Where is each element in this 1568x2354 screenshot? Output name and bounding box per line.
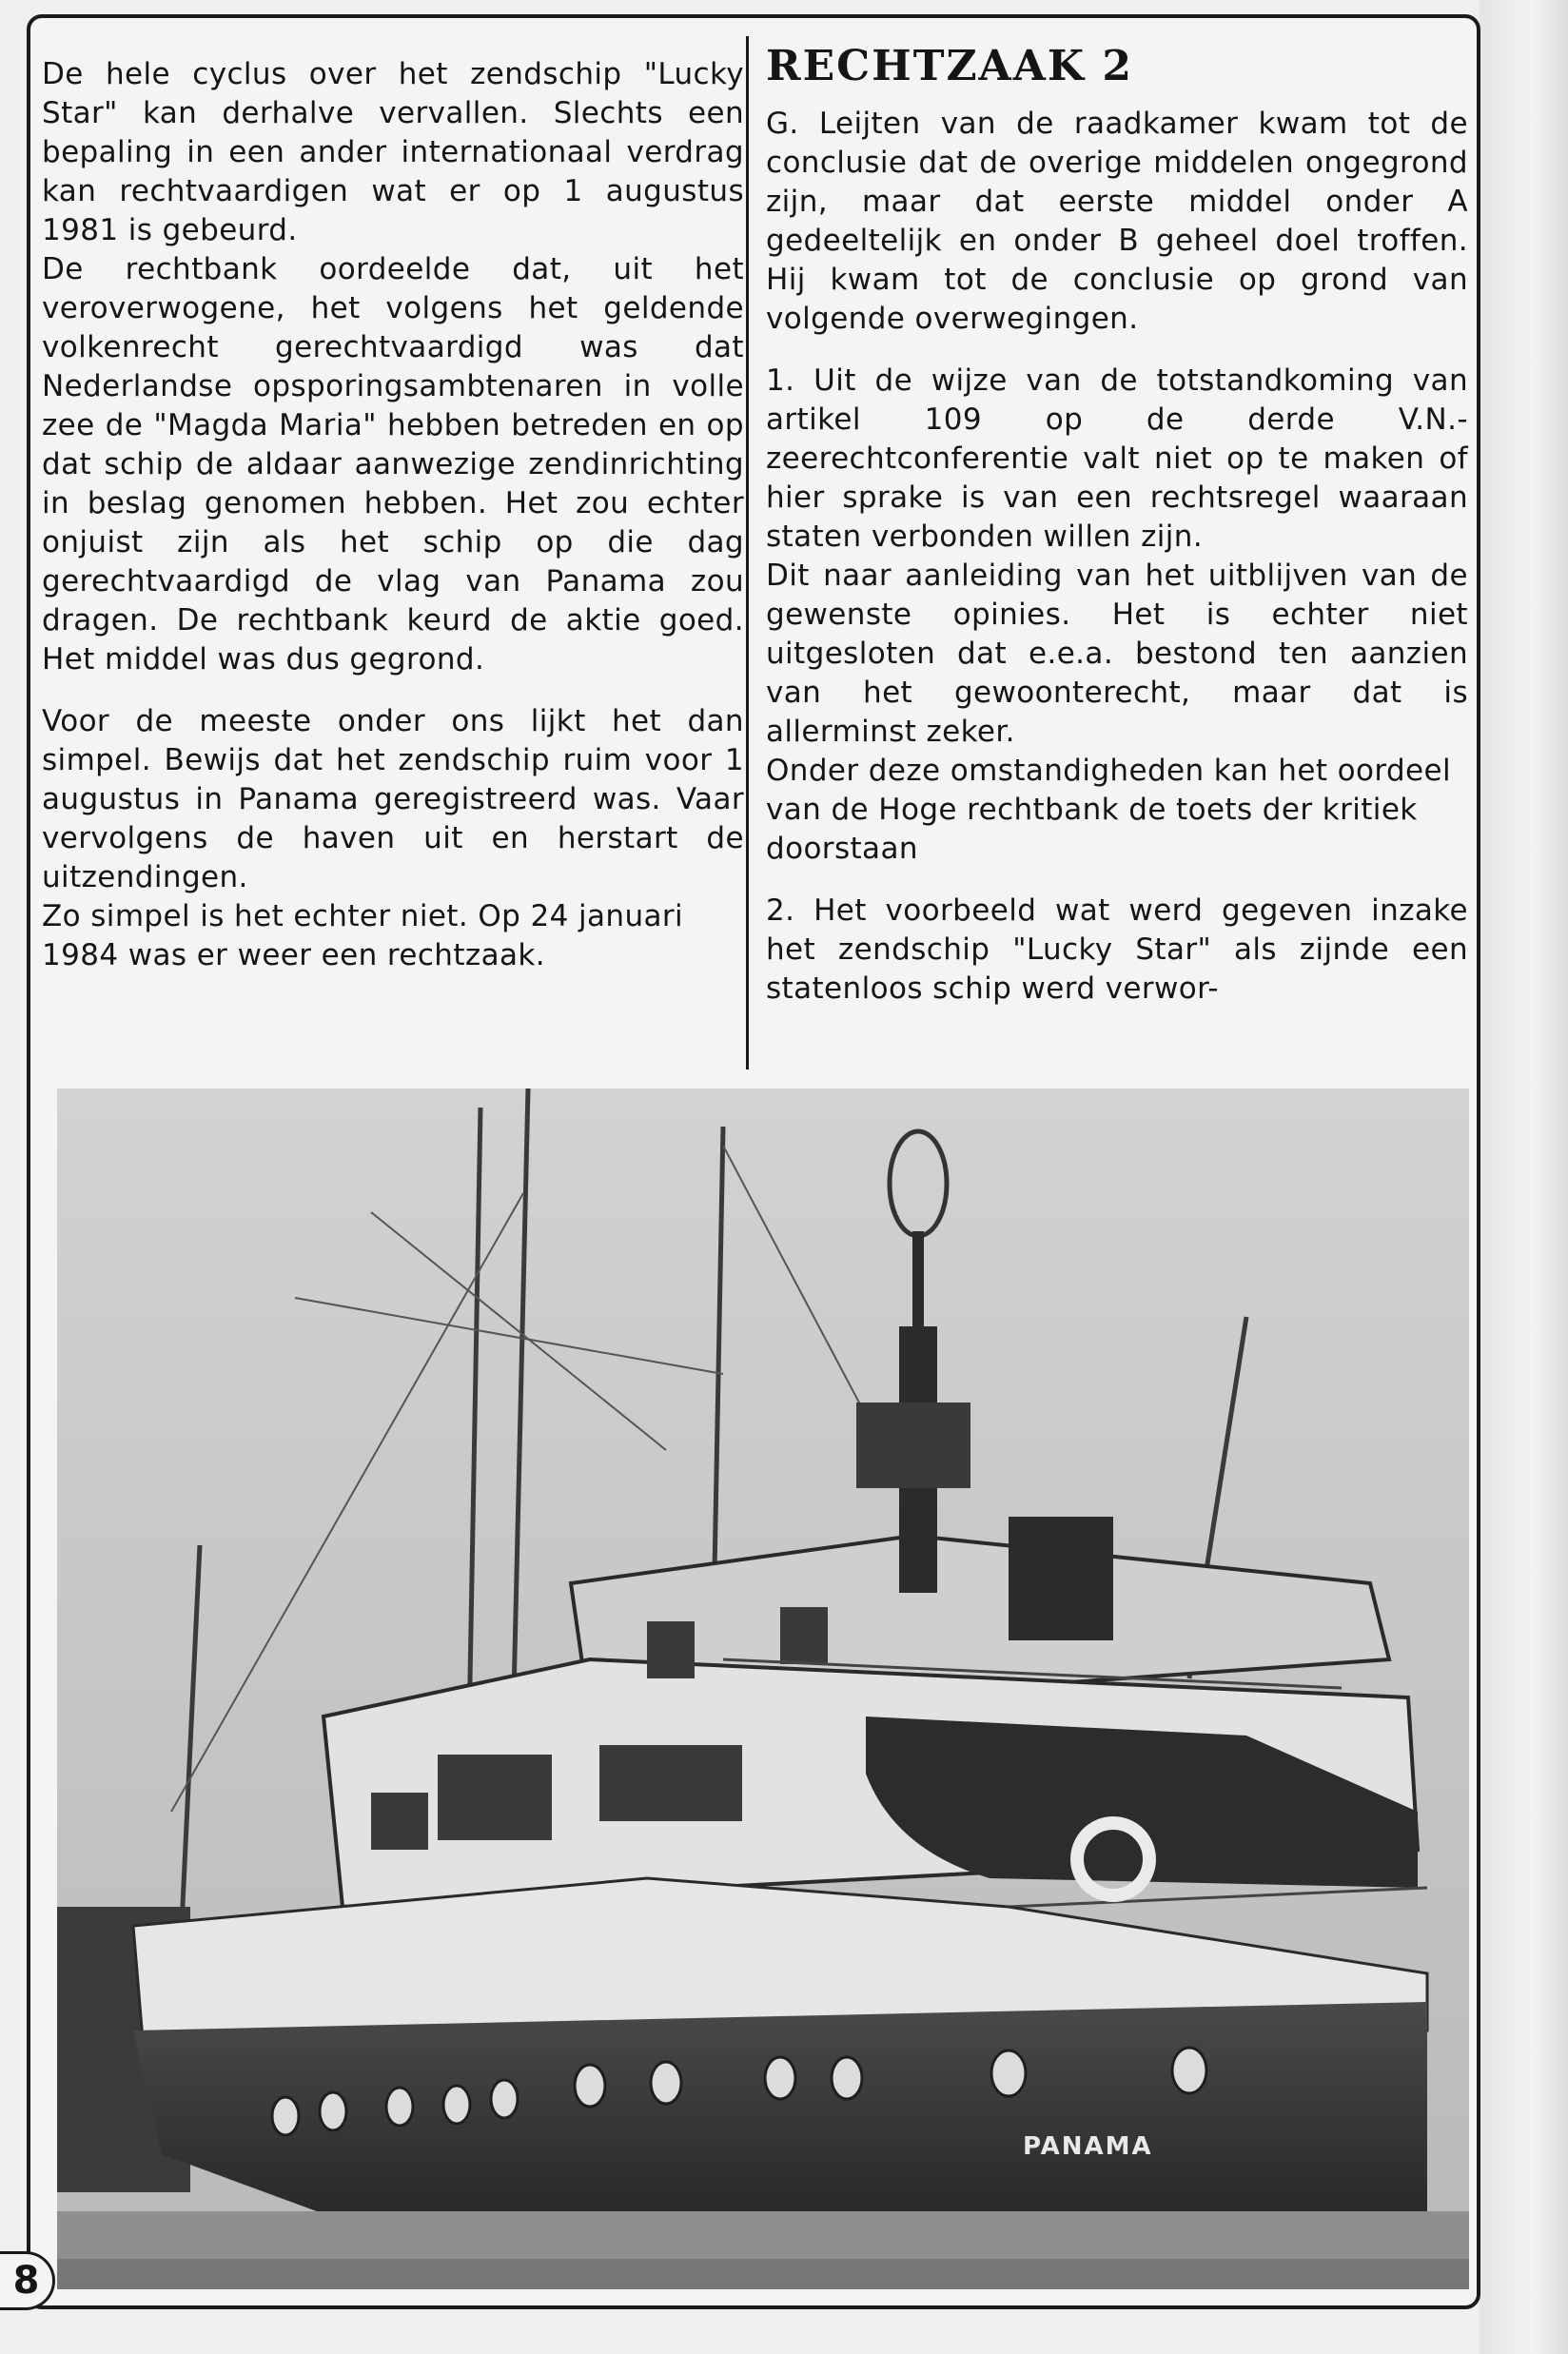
hull-lettering: PANAMA (1023, 2132, 1153, 2161)
left-paragraph-1: De hele cyclus over het zendschip "Lucky Star" kan derhalve vervallen. Slechts een bepaling in een ander internationaal verdrag kan rechtvaardigen wat er op 1 augustus 1981 is gebeurd. (42, 57, 744, 247)
right-paragraph-5: 2. Het voorbeeld wat werd gegeven inzake het zendschip "Lucky Star" als zijnde een statenloos schip werd verwor- (766, 893, 1468, 1006)
left-paragraph-3: Voor de meeste onder ons lijkt het dan simpel. Bewijs dat het zendschip ruim voor 1 augustus in Panama geregistreerd was. Vaar vervolgens de haven uit en herstart de uitzendingen. (42, 704, 744, 894)
left-column (42, 55, 744, 975)
section-heading: RECHTZAAK 2 (766, 42, 1134, 90)
right-paragraph-2: 1. Uit de wijze van de totstandkoming van artikel 109 op de derde V.N.-zeerechtconferentie valt niet op te maken of hier sprake is van een rechtsregel waaraan staten verbonden willen zijn. (766, 363, 1468, 554)
left-paragraph-2: De rechtbank oordeelde dat, uit het veroverwogene, het volgens het geldende volkenrecht gerechtvaardigd was dat Nederlandse opsporingsambtenaren in volle zee de "Magda Maria" hebben betreden en op dat schip de aldaar aanwezige zendinrichting in beslag genomen hebben. Het zou echter onjuist zijn als het schip op die dag gerechtvaardigd de vlag van Panama zou dragen. De rechtbank keurd de aktie goed. Het middel was dus gegrond. (42, 252, 744, 677)
page-spine (1480, 0, 1568, 2354)
ship-photo (57, 1089, 1469, 2289)
right-column (766, 105, 1468, 1009)
page-number: 8 (0, 2251, 55, 2310)
column-divider (746, 36, 749, 1069)
left-paragraph-4: Zo simpel is het echter niet. Op 24 januari 1984 was er weer een rechtzaak. (42, 899, 684, 972)
right-paragraph-3: Dit naar aanleiding van het uitblijven van de gewenste opinies. Het is echter niet uitgesloten dat e.e.a. bestond ten aanzien van het gewoonterecht, maar dat is allerminst zeker. (766, 559, 1468, 749)
right-paragraph-1: G. Leijten van de raadkamer kwam tot de conclusie dat de overige middelen ongegrond zijn, maar dat eerste middel onder A gedeeltelijk en onder B geheel doel troffen. Hij kwam tot de conclusie op grond van volgende overwegingen. (766, 107, 1468, 336)
right-paragraph-4: Onder deze omstandigheden kan het oordeel van de Hoge rechtbank de toets der kritiek doorstaan (766, 754, 1451, 866)
